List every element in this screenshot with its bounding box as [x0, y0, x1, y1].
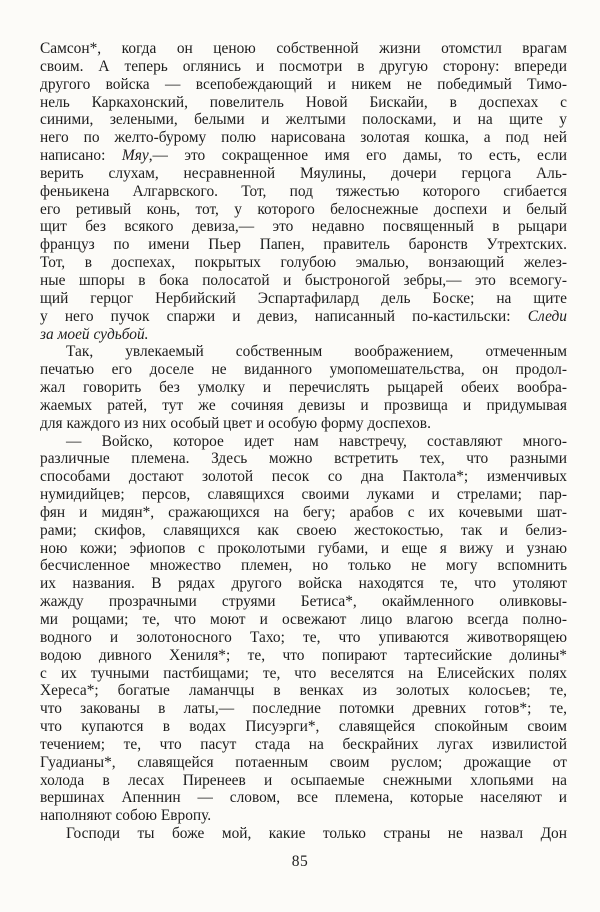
text-line [40, 629, 567, 647]
text-line [40, 165, 567, 183]
text-segment: наполняют собою Европу. [40, 807, 212, 825]
text-segment: рами; скифов, славящихся как своею жестокостью, так и белиз- [40, 521, 567, 539]
text-line [40, 540, 567, 558]
text-line [40, 682, 567, 700]
text-segment: водного и золотоносного Тахо; те, что упиваются животворящею [40, 628, 567, 646]
text-segment: Гуадианы*, славящейся потаенным своим руслом; дрожащие от [40, 753, 567, 771]
text-line [40, 183, 567, 201]
text-segment: щий герцог Нербийский Эспартафилард дель Боске; на щите [40, 289, 567, 307]
text-segment: их названия. В рядах другого войска находятся те, что утоляют [40, 575, 567, 593]
text-segment: Господи ты боже мой, какие только страны не назвал Дон [66, 825, 567, 843]
text-segment: щит без всякого девиза,— это недавно посвященный в рыцари [40, 218, 567, 236]
text-segment: холода в лесах Пиренеев и осыпаемые снежными хлопьями на [40, 771, 567, 789]
text-segment: жаемых ратей, тут же сочиняя девизы и прозвища и придумывая [40, 396, 567, 414]
text-segment: с их тучными пастбищами; те, что веселятся на Елисейских полях [40, 664, 567, 682]
text-segment: ,— это сокращенное имя его дамы, то есть, если [148, 147, 567, 165]
text-line [40, 450, 567, 468]
text-segment: его ретивый конь, тот, у которого белоснежные доспехи и белый [40, 200, 567, 218]
text-line [40, 557, 567, 575]
page-number: 85 [291, 853, 309, 870]
text-line [40, 772, 567, 790]
text-segment: Хереса*; богатые ламанчцы в венках из золотых колосьев; те, [40, 682, 567, 700]
text-segment: феньикена Алгарвского. Тот, под тяжестью которого сгибается [40, 182, 567, 200]
text-segment: жажду прозрачными струями Бетиса*, окаймленного оливковы- [40, 593, 567, 611]
text-line [40, 254, 567, 272]
text-segment: что закованы в латы,— последние потомки древних готов*; те, [40, 700, 567, 718]
italic-text-segment: Мяу [121, 147, 149, 165]
text-line [40, 415, 567, 433]
text-segment: фян и мидян*, сражающихся на бегу; арабов с их кочевыми шат- [40, 503, 567, 521]
text-line [40, 807, 567, 825]
text-line [40, 468, 567, 486]
text-line [40, 647, 567, 665]
text-segment: печатью его доселе не виданного умопомешательства, он продол- [40, 361, 567, 379]
text-segment: ми рощами; те, что моют и освежают лицо влагою всегда полно- [40, 611, 567, 628]
text-line [40, 290, 567, 308]
text-line [40, 575, 567, 593]
text-segment: написано: [40, 147, 122, 165]
text-segment: Тот, в доспехах, покрытых голубою эмалью, вонзающий желез- [40, 254, 567, 272]
text-line [40, 308, 567, 326]
text-line [40, 379, 567, 397]
text-line [40, 593, 567, 611]
text-segment: верить слухам, несравненной Мяулины, дочери герцога Аль- [40, 164, 567, 182]
italic-text-segment: Следи [527, 307, 567, 325]
text-line [40, 326, 567, 344]
text-segment: у него пучок спаржи и девиз, написанный по-кастильски: [40, 307, 528, 325]
text-line [40, 76, 567, 94]
text-segment: Так, увлекаемый собственным воображением, отмеченным [66, 343, 567, 361]
text-segment: нумидийцев; персов, славящихся своими луками и стрелами; пар- [40, 486, 567, 504]
text-segment: другого войска — всепобеждающий и никем не победимый Тимо- [40, 75, 567, 93]
text-segment: француз по имени Пьер Папен, правитель баронств Утрехтских. [40, 236, 567, 254]
text-line [40, 718, 567, 736]
text-line [40, 522, 567, 540]
text-line [40, 40, 567, 58]
text-line [40, 147, 567, 165]
text-line [40, 611, 567, 629]
text-segment: нель Каркахонский, повелитель Новой Бискайи, в доспехах с [40, 93, 567, 111]
text-segment: вершинах Апеннин — словом, все племена, которые населяют и [40, 789, 567, 807]
text-line [40, 129, 567, 147]
text-segment: Самсон*, когда он ценою собственной жизни отомстил врагам [40, 40, 567, 57]
text-line [40, 754, 567, 772]
text-segment: течением; те, что пасут стада на бескрайних лугах извилистой [40, 735, 567, 753]
text-line [40, 111, 567, 129]
text-line [40, 433, 567, 451]
text-segment: ною кожи; эфиопов с проколотыми губами, и еще я вижу и узнаю [40, 539, 567, 557]
text-line [40, 58, 567, 76]
text-line [40, 94, 567, 112]
text-segment: различные племена. Здесь можно встретить тех, что разными [40, 450, 567, 468]
page-text [40, 40, 567, 843]
text-line [40, 201, 567, 219]
text-segment: бесчисленное множество племен, но только не могу вспомнить [40, 557, 567, 575]
text-line [40, 236, 567, 254]
text-line [40, 789, 567, 807]
text-segment: водою дивного Хениля*; те, что попирают тартесийские долины* [40, 646, 567, 664]
text-segment: ные шпоры в бока полосатой и быстроногой зебры,— это всемогу- [40, 271, 567, 289]
text-line [40, 272, 567, 290]
text-segment: способами достают золотой песок со дна Пактола*; изменчивых [40, 468, 567, 486]
text-segment: него по желто-бурому полю нарисована золотая кошка, а под ней [40, 129, 567, 147]
text-line [40, 343, 567, 361]
text-line [40, 397, 567, 415]
text-segment: жал говорить без умолку и перечислять рыцарей обеих вообра- [40, 379, 567, 397]
text-line [40, 700, 567, 718]
text-segment: синими, зелеными, белыми и желтыми полосками, и на щите у [40, 111, 567, 129]
text-segment: — Войско, которое идет нам навстречу, составляют много- [66, 432, 567, 450]
text-segment: что купаются в водах Писуэрги*, славящейся спокойным своим [40, 718, 567, 736]
text-line [40, 218, 567, 236]
italic-text-segment: за моей судьбой. [40, 325, 149, 343]
text-line [40, 504, 567, 522]
text-segment: для каждого из них особый цвет и особую форму доспехов. [40, 414, 431, 432]
text-line [40, 736, 567, 754]
text-line [40, 486, 567, 504]
text-line [40, 825, 567, 843]
text-line [40, 361, 567, 379]
text-segment: своим. А теперь оглянись и посмотри в другую сторону: впереди [40, 57, 567, 75]
text-line [40, 665, 567, 683]
